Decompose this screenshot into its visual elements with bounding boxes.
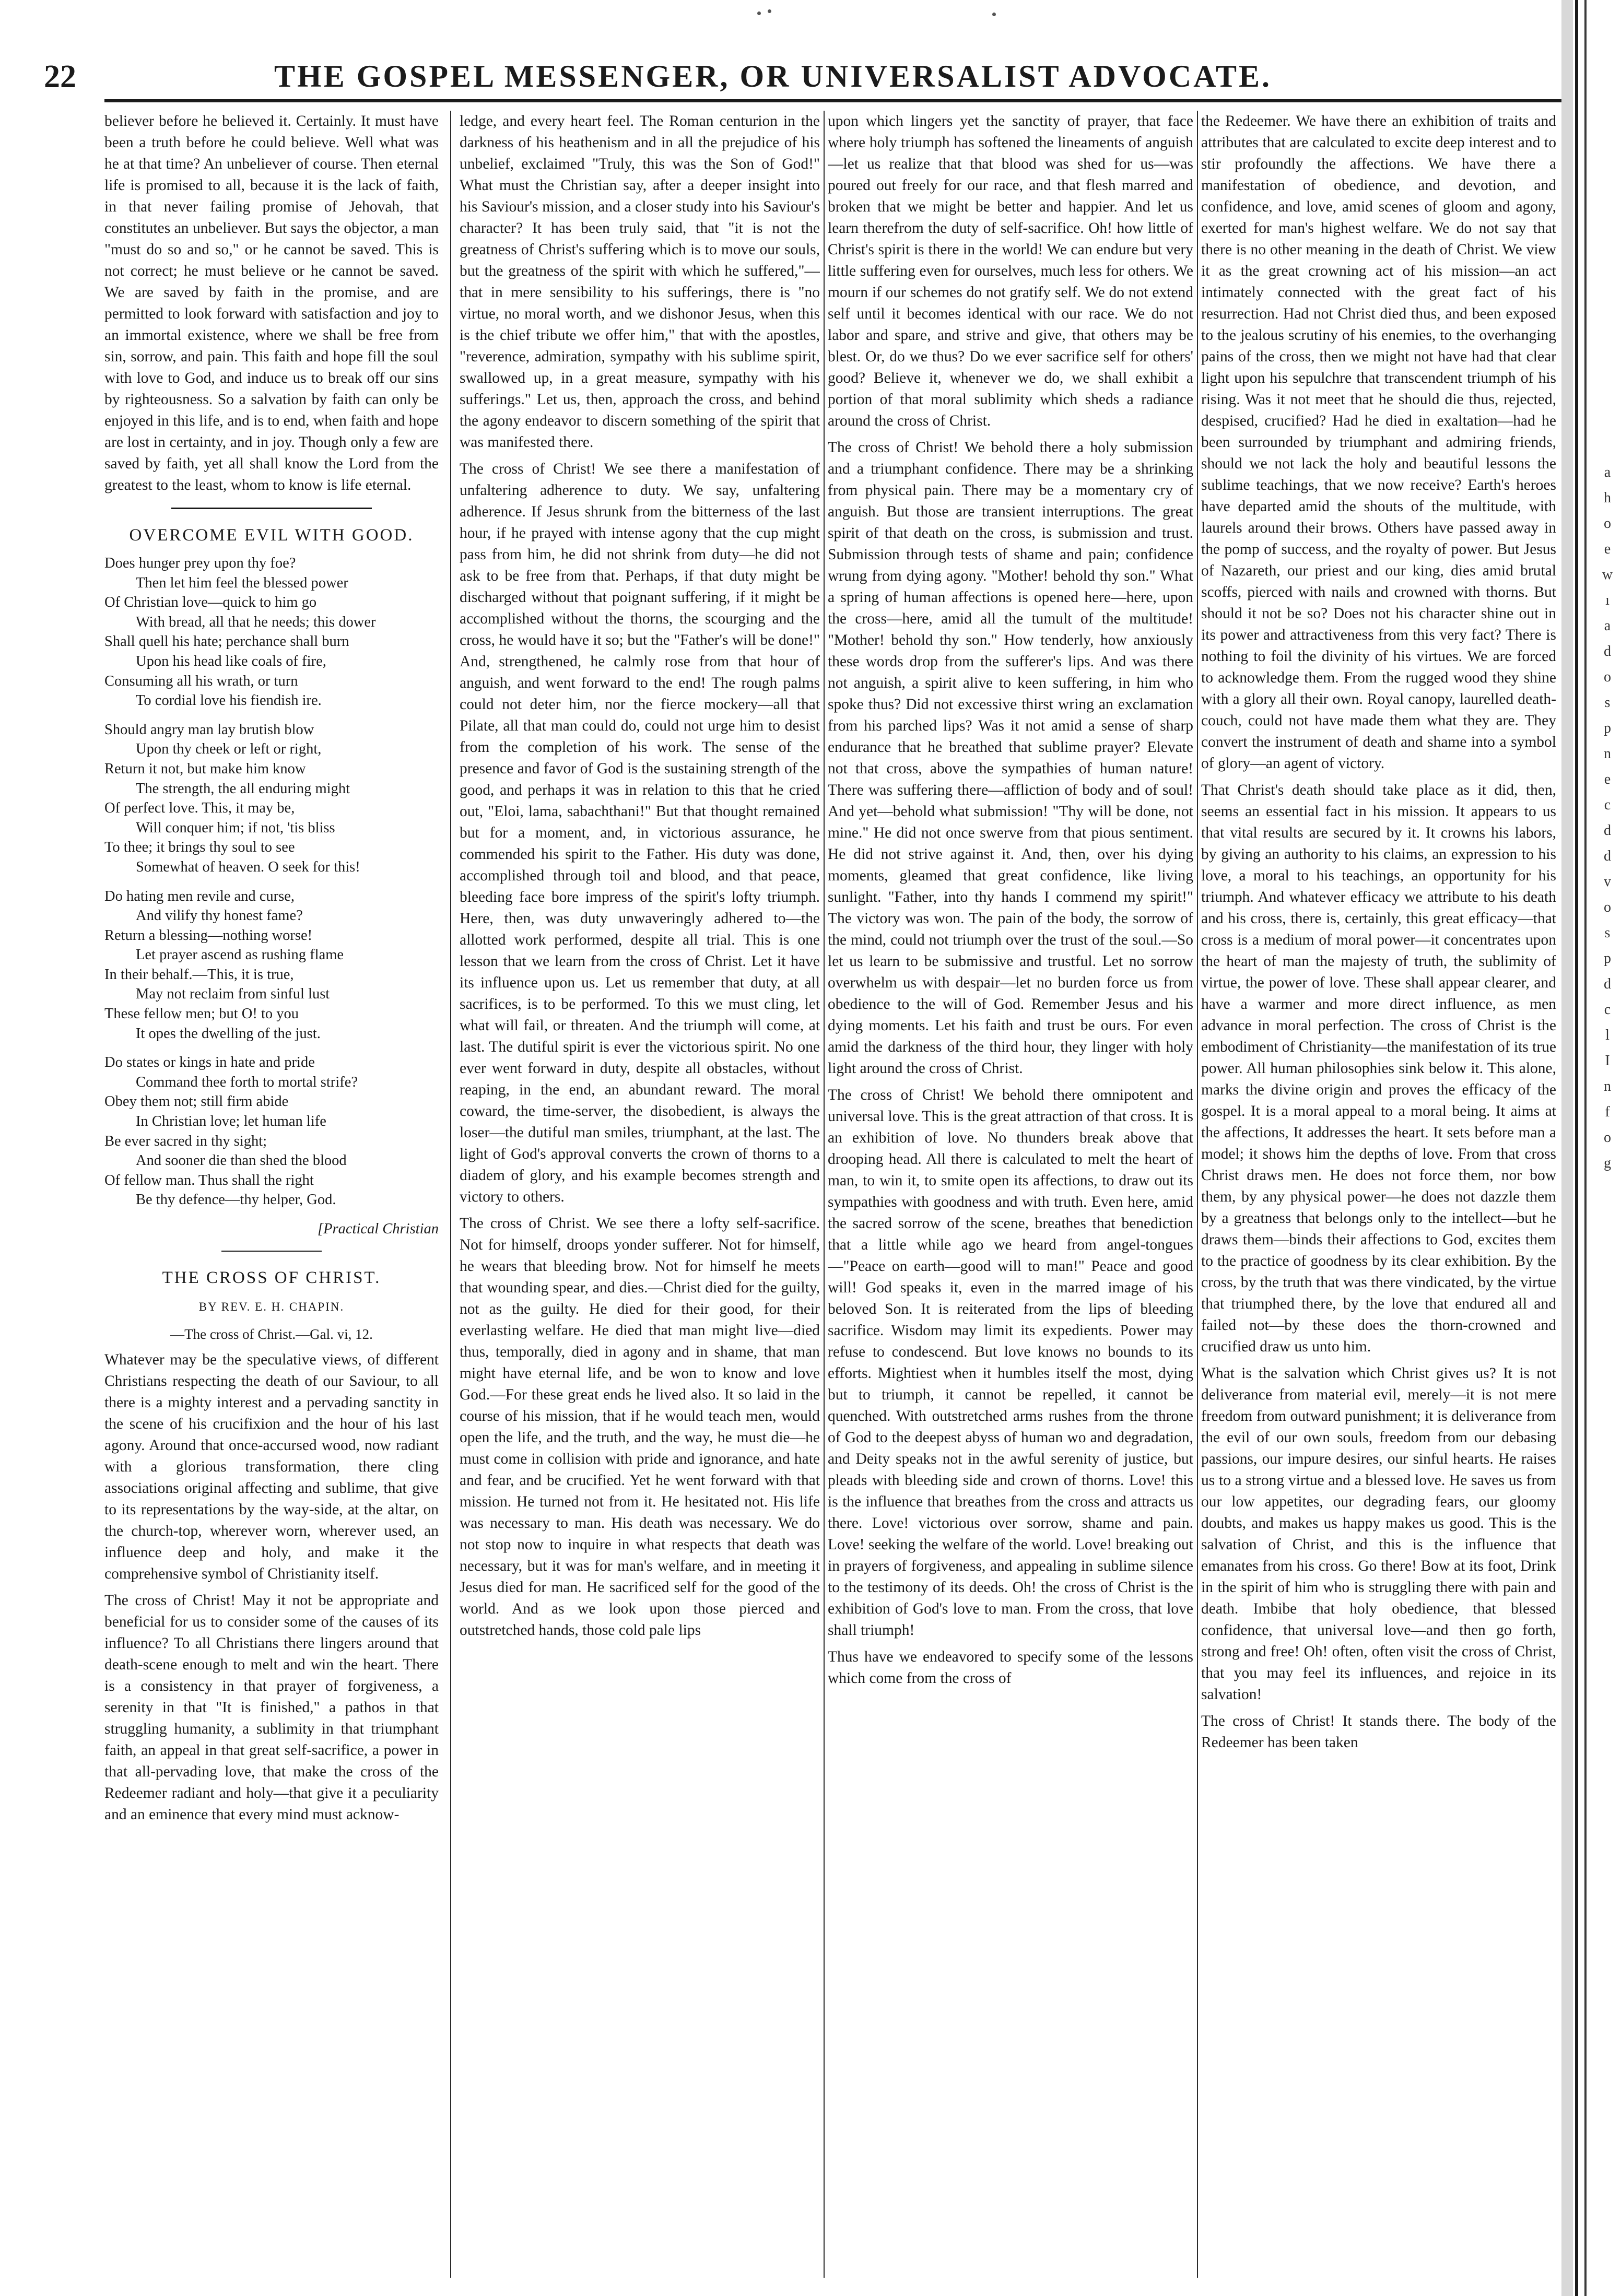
fragment-letter: c — [1604, 1002, 1611, 1018]
fragment-letter: h — [1604, 490, 1611, 506]
article-paragraph: the Redeemer. We have there an exhibition of traits and attributes that are calculated to excite deep interest and to stir profoundly the affections. We have there a manifestation of obedience, and devotion, and confidence, and love, amid scenes of gloom and agony, exerted for man's highest welfare. We do not say that there is no other meaning in the death of Christ. We view it as the great crowning act of his mission—an act intimately connected with the great fact of his resurrection. Had not Christ died thus, and been exposed to the jealous scrutiny of his enemies, to the overhanging pains of the cross, then we might not have had that clear light upon his sepulchre that transcendent triumph of his rising. Was it not meet that he should die thus, rejected, despised, crucified? Had he died in exaltation—had he been surrounded by triumphant and admiring friends, should we not lack the holy and beautiful lessons the sublime teachings, that we now receive? Earth's heroes have departed amid the shouts of the multitude, with laurels around their brows. Others have passed away in the pomp of success, and the royalty of power. But Jesus of Nazareth, our priest and our king, dies amid brutal scoffs, pierced with nails and crowned with thorns. But should it not be so? Does not his character shine out in its power and attractiveness from this very fact? There is nothing to foil the divinity of his virtues. We are forced to acknowledge them. From the rugged wood they shine with a glory all their own. Royal canopy, laurelled death-couch, could not have made them what they are. They convert the instrument of death and shame into a symbol of glory—an agent of victory. — [1201, 113, 1556, 772]
print-speck — [757, 11, 761, 15]
fragment-letter: o — [1604, 515, 1611, 532]
epigraph: —The cross of Christ.—Gal. vi, 12. — [170, 1326, 373, 1342]
poem-line: With bread, all that he needs; this dower — [136, 614, 376, 630]
poem-stanza — [104, 554, 439, 711]
article-paragraph: The cross of Christ! We see there a manifestation of unfaltering adherence to duty. We say, unfaltering adherence. If Jesus shrunk from the bitterness of the last hour, if he prayed with intense agony that the cup might pass from him, he did not shrink from duty—he did not ask to be free from that. Perhaps, if that duty might be discharged without that poignant suffering, if it might be accomplished without the thorns, the scourging and the cross, he would have it so; but the "Father's will be done!" And, strengthened, he calmly rose from that hour of anguish, and went forward to the end! The rough palms could not deter him, nor the fierce mockery—all that Pilate, all that man could do, could not urge him to desist from the completion of his work. The sense of the presence and favor of God is the sustaining strength of the good, and perhaps it was in relation to this that he cried out, "Eloi, lama, sabachthani!" But that thought remained but for a moment, and, in victorious assurance, he commended his spirit to the Father. His duty was done, accomplished through toil and blood, and that peace, bleeding face bore impress of the spirit's lofty triumph. Here, then, was duty unwaveringly adhered to—the allotted work performed, despite all trial. This is one lesson that we learn from the cross of Christ. Let it have its influence upon us. Let us remember that duty, at all sacrifices, is to be performed. To this we must cling, let what will fail, or threaten. And the triumph will come, at last. The dutiful spirit is ever the victorious spirit. No one ever went forward in duty, despite all obstacles, without reaping, in the end, an abundant reward. The moral coward, the time-server, the disobedient, is always the loser—the dutiful man smiles, triumphant, at the last. The light of God's approval converts the crown of thorns to a diadem of glory, and his example becomes strength and victory to others. — [460, 461, 820, 1205]
section-divider — [171, 508, 372, 509]
fragment-letter: d — [1604, 822, 1611, 839]
column-1 — [104, 111, 439, 2278]
fragment-letter: v — [1604, 874, 1611, 890]
fragment-letter: I — [1605, 1053, 1610, 1069]
column-rule — [1197, 111, 1198, 2278]
column-rule — [824, 111, 825, 2278]
fragment-letter: g — [1604, 1155, 1611, 1171]
poem-line: Will conquer him; if not, 'tis bliss — [136, 819, 335, 836]
poem-line: Of perfect love. This, it may be, — [104, 800, 295, 817]
fragment-letter: p — [1604, 720, 1611, 736]
poem-line: Be thy defence—thy helper, God. — [136, 1192, 336, 1208]
article-paragraph: The cross of Christ! It stands there. The body of the Redeemer has been taken — [1201, 1713, 1556, 1751]
print-speck — [768, 9, 771, 13]
poem-line: Shall quell his hate; perchance shall burn — [104, 633, 349, 650]
poem-line: Somewhat of heaven. O seek for this! — [136, 858, 360, 875]
column-4 — [1201, 111, 1556, 2278]
fragment-letter: s — [1604, 925, 1611, 941]
poem-line: To cordial love his fiendish ire. — [136, 692, 322, 709]
fragment-letter: o — [1604, 899, 1611, 915]
poem-line: Does hunger prey upon thy foe? — [104, 555, 296, 571]
poem-line: May not reclaim from sinful lust — [136, 986, 330, 1003]
poem-line: The strength, the all enduring might — [136, 780, 350, 797]
adjoining-page-fragment — [1597, 460, 1618, 1176]
fragment-letter: d — [1604, 848, 1611, 864]
byline: BY REV. E. H. CHAPIN. — [198, 1300, 345, 1313]
poem-line: In their behalf.—This, it is true, — [104, 966, 294, 983]
poem-line: Do states or kings in hate and pride — [104, 1054, 315, 1071]
article-paragraph: The cross of Christ. We see there a lofty self-sacrifice. Not for himself, droops yonder sufferer. Not for himself, he wears that bleeding brow. Not for himself he meets that wounding spear, and dies.—Christ died for the guilty, not as the guilty. He died for their good, for their everlasting welfare. He died that man might live—died thus, temporally, died in agony and in shame, that man might have eternal life, and be won to know and love God.—For these great ends he lived also. It so laid in the course of his mission, that if he would teach men, would open the life, and the truth, and the way, he must die—he must come in collision with pride and ignorance, and hate and fear, and be crucified. Yet he went forward with that mission. He turned not from it. He hesitated not. His life was necessary to man. His death was necessary. We do not stop now to inquire in what respects that death was necessary, but it was for man's welfare, and in meeting it Jesus died for man. He sacrificed self for the good of the world. And as we look upon those pierced and outstretched hands, those cold pale lips — [460, 1215, 820, 1639]
fragment-letter: e — [1604, 541, 1611, 557]
fragment-letter: f — [1605, 1104, 1610, 1120]
poem-line: Return a blessing—nothing worse! — [104, 927, 313, 944]
column-3 — [828, 111, 1193, 2278]
section-divider — [221, 1251, 322, 1252]
intro-paragraph: believer before he believed it. Certainly. It must have been a truth before he could believe. Well what was he at that time? An unbeliever of course. Then eternal life is promised to all, because it is the lack of faith, in that never failing promise of Jehovah, that constitutes an unbeliever. But says the objector, a man "must do so and so," or he cannot be saved. This is not correct; he must believe or he cannot be saved. We are saved by faith in the promise, and are permitted to look forward with satisfaction and joy to an immortal existence, where we shall be free from sin, sorrow, and pain. This faith and hope fill the soul with love to God, and induce us to break off our sins by righteousness. So a salvation by faith can only be enjoyed in this life, and is to end, when faith and hope are lost in certainty, and in joy. Though only a few are saved by faith, yet all shall know the Lord from the greatest to the least, whom to know is life eternal. — [104, 113, 439, 493]
poem-title: OVERCOME EVIL WITH GOOD. — [129, 526, 414, 545]
fragment-letter: a — [1604, 464, 1611, 480]
poem-stanza — [104, 720, 439, 877]
print-speck — [992, 13, 996, 16]
page-gutter-rule — [1584, 0, 1587, 2296]
header-rule — [104, 99, 1561, 102]
fragment-letter: s — [1604, 694, 1611, 711]
poem-line: It opes the dwelling of the just. — [136, 1025, 321, 1042]
article-paragraph: The cross of Christ! We behold there a holy submission and a triumphant confidence. There may be a shrinking from physical pain. There may be a momentary cry of anguish. But those are transient interruptions. The great spirit of that death on the cross, is submission and trust. Submission through tests of shame and pain; confidence wrung from dying agony. "Mother! behold thy son." What a spring of human affections is opened here—here, upon the cross—here, amid all the tumult of the multitude! "Mother! behold thy son." How tenderly, how anxiously these words drop from the sufferer's lips. And was there not anguish, a spirit alive to keen suffering, in him who spoke thus? Did not excessive thirst wring an exclamation from his parched lips? Was it not amid a sense of sharp endurance that he breathed that sublime prayer? Elevate not that cross, above the sympathies of human nature! There was suffering there—affliction of body and of soul! And yet—behold what submission! "Thy will be done, not mine." He did not once swerve from that pious sentiment. He did not strive against it. And, then, over his dying moments, gleamed that great confidence, like living sunlight. "Father, into thy hands I commend my spirit!" The victory was won. The pain of the body, the sorrow of the mind, could not triumph over the trust of the soul.—So let us learn to be submissive and trustful. Let no sorrow overwhelm us with despair—let no burden force us from obedience to the will of God. Remember Jesus and his dying moments. Let his faith and trust be ours. For even amid the darkness of the third hour, they linger with holy light around the cross of Christ. — [828, 439, 1193, 1077]
poem-line: Return it not, but make him know — [104, 760, 306, 777]
fragment-letter: p — [1604, 950, 1611, 967]
poem-line: And vilify thy honest fame? — [136, 908, 303, 924]
poem-line: Let prayer ascend as rushing flame — [136, 947, 344, 963]
article-paragraph: ledge, and every heart feel. The Roman centurion in the darkness of his heathenism and in all the prejudice of his unbelief, exclaimed "Truly, this was the Son of God!" What must the Christian say, after a deeper insight into his Saviour's mission, and a closer study into his Saviour's character? It has been truly said, that "it is not the greatness of Christ's suffering which is to move our souls, but the greatness of the spirit with which he suffered,"—that in mere sensibility to his sufferings, there is "no virtue, no moral worth, and we dishonor Jesus, when this is the chief tribute we offer him," that with the apostles, "reverence, admiration, sympathy with his sublime spirit, swallowed up, in a great measure, sympathy with his sufferings." Let us, then, approach the cross, and behind the agony endeavor to discern something of the spirit that was manifested there. — [460, 113, 820, 451]
poem-line: Should angry man lay brutish blow — [104, 721, 314, 738]
poem-line: Then let him feel the blessed power — [136, 574, 348, 591]
poem-line: And sooner die than shed the blood — [136, 1152, 347, 1169]
fragment-letter: n — [1604, 746, 1611, 762]
article-paragraph: That Christ's death should take place as it did, then, seems an essential fact in his mission. It appears to us that vital results are secured by it. It crowns his labors, by giving an authority to his claims, an expression to his love, a moral to his teachings, an opportunity for his triumph. And whatever efficacy we attribute to his death and his cross, there is, certainly, this great efficacy—that cross is a medium of moral power—it concentrates upon the heart of man the majesty of truth, the sublimity of virtue, the power of love. These shall appear clearer, and have a warmer and more direct influence, as men advance in moral perfection. The cross of Christ is the embodiment of Christianity—the manifestation of its true power. All human philosophies sink below it. This alone, marks the divine origin and proves the efficacy of the gospel. It is a moral appeal to a moral being. It aims at the affections, It addresses the heart. It sets before man a model; it shows him the depths of love. From that cross Christ draws men. He does not force them, nor bow them, by any physical power—he does not dazzle them by a greatness that belongs only to the intellect—but he draws them—binds their affections to God, excites them to the practice of goodness by its clear exhibition. By the cross, by the truth that was there vindicated, by the virtue that triumphed there, by the love that endured all and failed not—by these does the thorn-crowned and crucified draw us unto him. — [1201, 782, 1556, 1355]
poem-line: Of Christian love—quick to him go — [104, 594, 317, 611]
article-paragraph: Thus have we endeavored to specify some of the lessons which come from the cross of — [828, 1649, 1193, 1687]
article-paragraph: upon which lingers yet the sanctity of prayer, that face where holy triumph has softened the lineaments of anguish—let us realize that that blood was shed for us—was poured out freely for our race, and that flesh marred and broken that we might be better and happier. And let us learn therefrom the duty of self-sacrifice. Oh! how little of Christ's spirit is there in the world! We can endure but very little suffering even for ourselves, much less for others. We mourn if our schemes do not gratify self. We do not extend self until it becomes identical with our race. We do not labor and spare, and strive and give, that others may be blest. Or, do we thus? Do we ever sacrifice self for others' good? Believe it, whenever we do, we shall exhibit a portion of that moral sublimity which sheds a radiance around the cross of Christ. — [828, 113, 1193, 429]
poem-line: Do hating men revile and curse, — [104, 888, 295, 904]
column-2 — [460, 111, 820, 2278]
fragment-letter: e — [1604, 771, 1611, 787]
article-paragraph: The cross of Christ! We behold there omnipotent and universal love. This is the great attraction of that cross. It is an exhibition of love. No thunders break above that drooping head. All there is calculated to melt the heart of man, to win it, to smite open its affections, to draw out its sympathies with goodness and with truth. Even here, amid the sacred sorrow of the scene, breathes that benediction that a little while ago we heard from angel-tongues—"Peace on earth—good will to man!" Peace and good will! God speaks it, even in the marred image of his beloved Son. It is reiterated from the lips of bleeding sacrifice. Wisdom may limit its expedients. Power may refuse to condescend. But love knows no bounds to its efforts. Mightiest when it humbles itself the most, dying but to triumph, it cannot be repelled, it cannot be quenched. With outstretched arms rushes from the throne of God to the deepest abyss of human wo and degradation, and Deity speaks not in the awful serenity of justice, but pleads with bleeding side and crown of thorns. Love! this is the influence that breathes from the cross and attracts us there. Love! victorious over sorrow, shame and pain. Love! seeking the welfare of the world. Love! breaking out in prayers of forgiveness, and appealing in sublime silence to the testimony of its deeds. Oh! the cross of Christ is the exhibition of God's love to man. From the cross, that love shall triumph! — [828, 1087, 1193, 1639]
fragment-letter: w — [1602, 567, 1613, 583]
fragment-letter: o — [1604, 669, 1611, 685]
poem-line: Command thee forth to mortal strife? — [136, 1074, 358, 1090]
poem — [104, 554, 439, 1239]
poem-line: These fellow men; but O! to you — [104, 1006, 299, 1022]
fragment-letter: d — [1604, 643, 1611, 660]
poem-line: Upon thy cheek or left or right, — [136, 741, 322, 758]
poem-line: Consuming all his wrath, or turn — [104, 673, 298, 689]
running-head: THE GOSPEL MESSENGER, OR UNIVERSALIST ADVOCATE. — [274, 59, 1272, 93]
poem-stanza — [104, 1053, 439, 1210]
article-title: THE CROSS OF CHRIST. — [162, 1268, 381, 1287]
fragment-letter: o — [1604, 1129, 1611, 1146]
fragment-letter: d — [1604, 976, 1611, 992]
poem-stanza — [104, 887, 439, 1044]
page-header — [0, 58, 1556, 100]
fragment-letter: ı — [1605, 592, 1610, 608]
article-paragraph: Whatever may be the speculative views, of different Christians respecting the death of our Saviour, to all there is a mighty interest and a pervading sanctity in the scene of his crucifixion and the hour of his last agony. Around that once-accursed wood, now radiant with a glorious transformation, there cling associations original affecting and sublime, that give to its representations by the way-side, at the altar, on the church-top, wherever worn, wherever used, an influence deep and holy, and make it the comprehensive symbol of Christianity itself. — [104, 1351, 439, 1582]
fragment-letter: a — [1604, 618, 1611, 634]
poem-line: Upon his head like coals of fire, — [136, 653, 326, 669]
poem-line: In Christian love; let human life — [136, 1113, 326, 1130]
poem-line: To thee; it brings thy soul to see — [104, 839, 295, 856]
fragment-letter: c — [1604, 797, 1611, 813]
page-number: 22 — [44, 59, 76, 95]
page-gutter-rule — [1575, 0, 1578, 2296]
poem-line: Be ever sacred in thy sight; — [104, 1133, 267, 1149]
poem-line: Of fellow man. Thus shall the right — [104, 1172, 314, 1188]
page-gutter-shadow — [1561, 0, 1573, 2296]
poem-credit: [Practical Christian — [318, 1221, 439, 1237]
article-paragraph: The cross of Christ! May it not be appropriate and beneficial for us to consider some of the causes of its influence? To all Christians there lingers around that death-scene enough to melt and win the heart. There is a consistency in that prayer of forgiveness, a serenity in that "It is finished," a pathos in that struggling humanity, a sublimity in that triumphant faith, an appeal in that great self-sacrifice, a power in that all-pervading love, that make the cross of the Redeemer radiant and holy—that give it a peculiarity and an eminence that every mind must acknow- — [104, 1592, 439, 1823]
column-rule — [450, 111, 451, 2278]
article-paragraph: What is the salvation which Christ gives us? It is not deliverance from material evil, merely—it is not mere freedom from outward punishment; it is deliverance from the evil of our own souls, freedom from our debasing passions, our impure desires, our sinful hearts. He raises us to a strong virtue and a blessed love. He saves us from our low appetites, our degrading fears, our gloomy doubts, and makes us happy makes us good. This is the salvation of Christ, and this is the influence that emanates from his cross. Go there! Bow at its foot, Drink in the spirit of him who is struggling there with pain and death. Imbibe that holy obedience, that blessed confidence, that universal love—and then go forth, strong and free! Oh! often, often visit the cross of Christ, that you may feel its influences, and rejoice in its salvation! — [1201, 1365, 1556, 1703]
fragment-letter: n — [1604, 1078, 1611, 1094]
poem-line: Obey them not; still firm abide — [104, 1093, 289, 1110]
fragment-letter: l — [1605, 1027, 1610, 1043]
